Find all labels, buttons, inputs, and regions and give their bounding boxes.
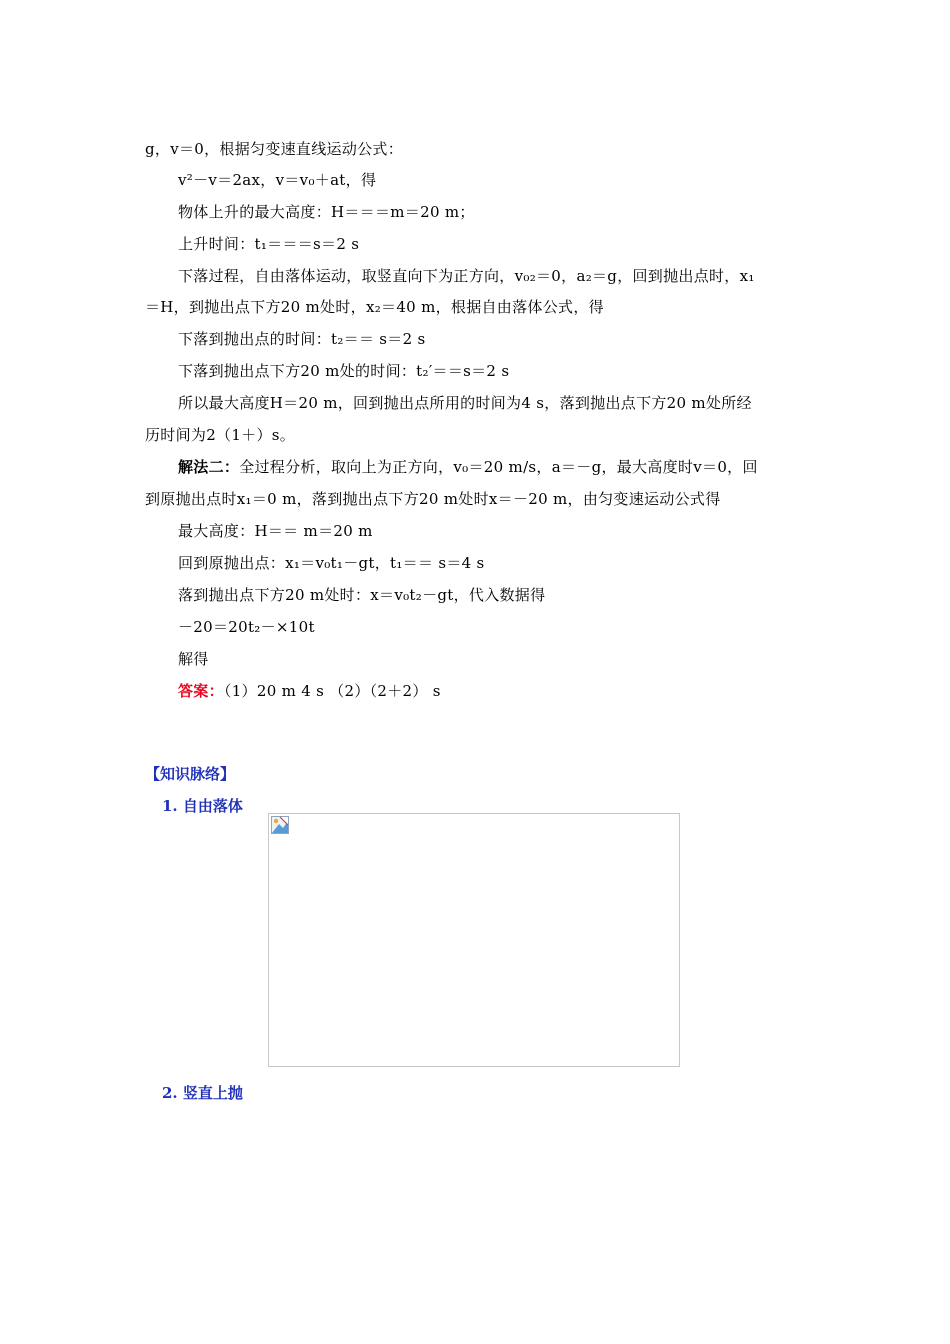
text-line-7: 下落到抛出点的时间：t₂＝＝ s＝2 s [178, 330, 426, 348]
text-line-13: 最大高度：H＝＝ m＝20 m [178, 522, 373, 540]
image-placeholder [268, 813, 680, 1067]
text-line-9: 所以最大高度H＝20 m，回到抛出点所用的时间为4 s，落到抛出点下方20 m处所经 [178, 394, 752, 412]
text-line-16: －20＝20t₂－×10t [178, 618, 315, 636]
method-two-label: 解法二： [178, 458, 240, 476]
item-free-fall: 1. 自由落体 [162, 797, 243, 815]
method-two-text: 全过程分析，取向上为正方向，v₀＝20 m/s，a＝－g，最大高度时v＝0，回 [239, 458, 758, 476]
text-line-8: 下落到抛出点下方20 m处的时间：t₂′＝＝s＝2 s [178, 362, 510, 380]
text-line-3: 物体上升的最大高度：H＝＝＝m＝20 m； [178, 203, 475, 221]
answer-text: （1）20 m 4 s （2）（2＋2） s [223, 682, 441, 700]
text-line-12: 到原抛出点时x₁＝0 m，落到抛出点下方20 m处时x＝－20 m，由匀变速运动公式得 [145, 490, 721, 508]
answer-line [178, 682, 441, 700]
text-line-2: v²－v＝2ax，v＝v₀＋at，得 [178, 171, 377, 189]
text-line-10: 历时间为2（1＋）s。 [145, 426, 296, 444]
text-line-6: ＝H，到抛出点下方20 m处时，x₂＝40 m，根据自由落体公式，得 [145, 298, 604, 316]
text-line-17: 解得 [178, 650, 209, 668]
item-vertical-throw: 2. 竖直上抛 [162, 1084, 243, 1102]
answer-label: 答案： [178, 682, 224, 700]
section-title: 【知识脉络】 [145, 765, 236, 783]
method-two-line [178, 458, 758, 476]
text-line-1: g，v＝0，根据匀变速直线运动公式： [145, 140, 404, 158]
text-line-15: 落到抛出点下方20 m处时：x＝v₀t₂－gt，代入数据得 [178, 586, 546, 604]
text-line-14: 回到原抛出点：x₁＝v₀t₁－gt，t₁＝＝ s＝4 s [178, 554, 485, 572]
text-line-4: 上升时间：t₁＝＝＝s＝2 s [178, 235, 360, 253]
text-line-5: 下落过程，自由落体运动，取竖直向下为正方向，v₀₂＝0，a₂＝g，回到抛出点时，x₁ [178, 267, 755, 285]
broken-image-icon [271, 816, 289, 834]
